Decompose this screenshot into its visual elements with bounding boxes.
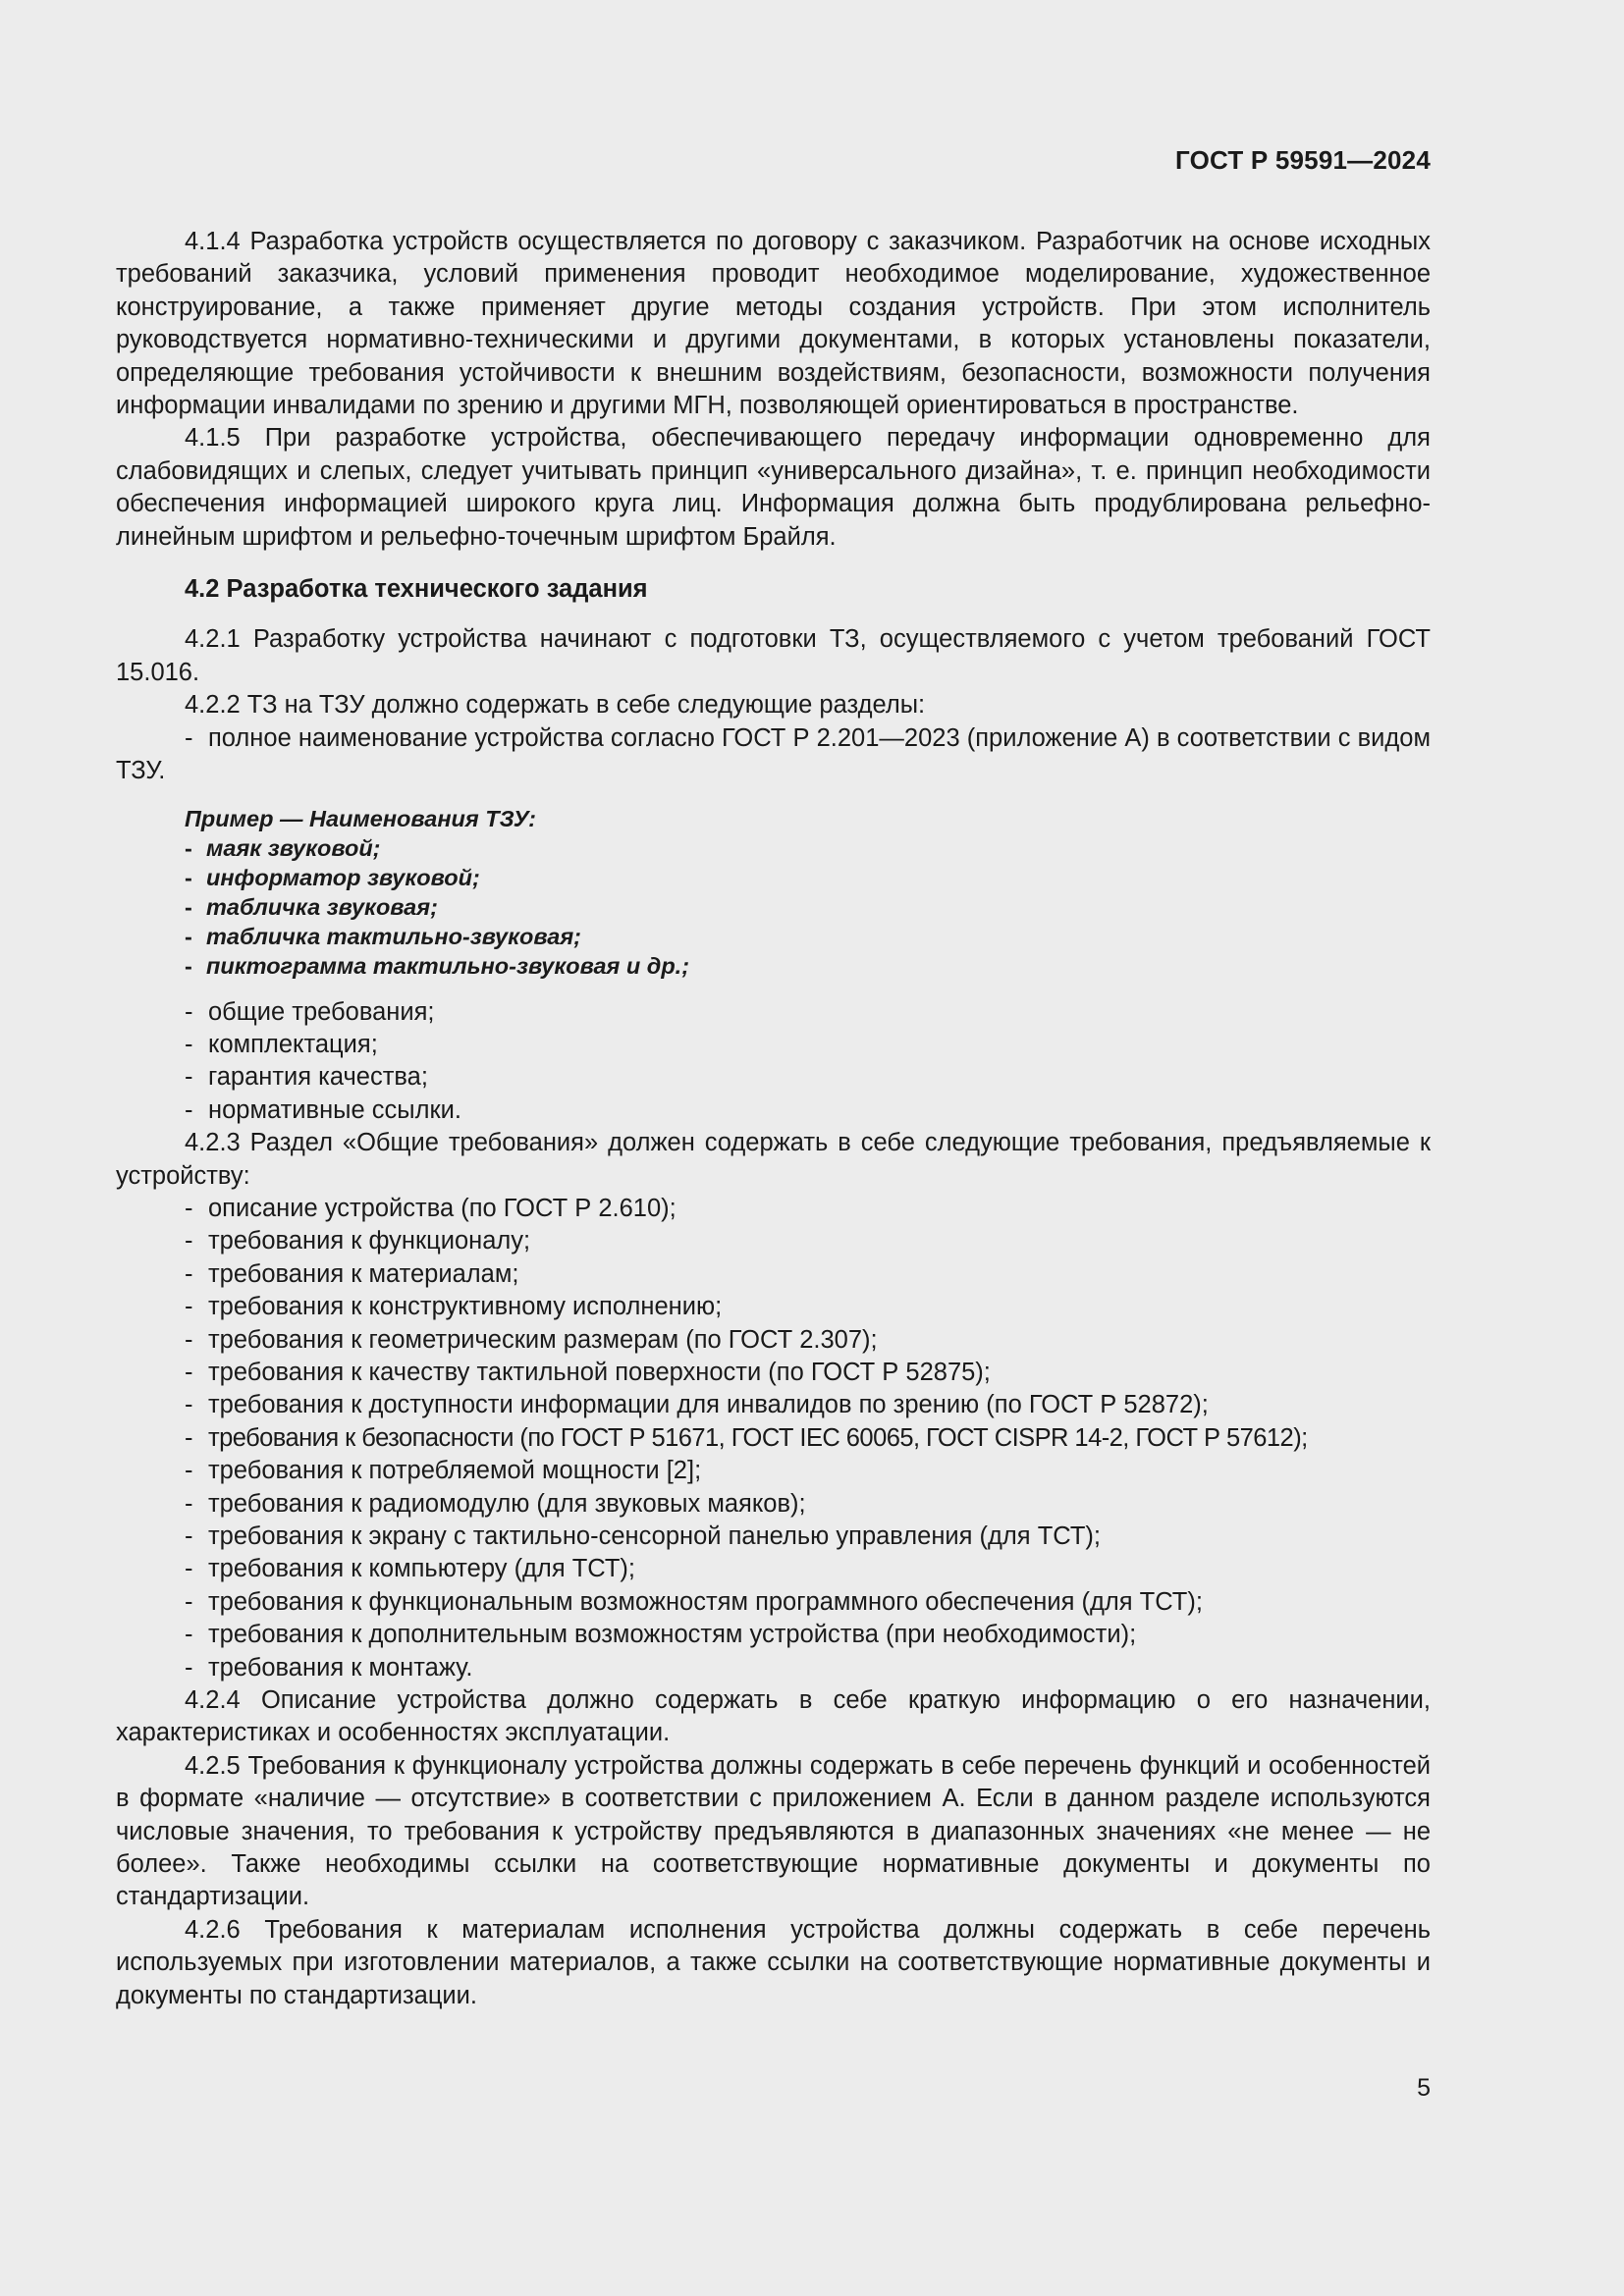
paragraph-4-2-1: 4.2.1 Разработку устройства начинают с подготовки ТЗ, осуществляемого с учетом требований ГОСТ 15.016. bbox=[116, 625, 1431, 686]
list-item: - нормативные ссылки. bbox=[185, 1095, 461, 1124]
list-item: - требования к функционалу; bbox=[185, 1227, 531, 1255]
paragraph-4-2-3: 4.2.3 Раздел «Общие требования» должен содержать в себе следующие требования, предъявляемые к устройству: bbox=[116, 1129, 1431, 1190]
list-item: - общие требования; bbox=[185, 997, 435, 1026]
list-item: - описание устройства (по ГОСТ Р 2.610); bbox=[185, 1194, 677, 1222]
example-list bbox=[116, 833, 1431, 981]
paragraph-4-2-5: 4.2.5 Требования к функционалу устройства должны содержать в себе перечень функций и особенностей в формате «наличие — отсутствие» в соответствии с приложением А. Если в данном разделе используются числовые значения, то требования к устройству предъявляются в диапазонных значениях «не менее — не более». Также необходимы ссылки на соответствующие нормативные документы и документы по стандартизации. bbox=[116, 1751, 1431, 1911]
list-item: - требования к функциональным возможностям программного обеспечения (для ТСТ); bbox=[185, 1587, 1203, 1616]
paragraph-4-1-5: 4.1.5 При разработке устройства, обеспечивающего передачу информации одновременно для слабовидящих и слепых, следует учитывать принцип «универсального дизайна», т. е. принцип необходимости обеспечения информацией широкого круга лиц. Информация должна быть продублирована рельефно-линейным шрифтом и рельефно-точечным шрифтом Брайля. bbox=[116, 424, 1431, 551]
example-item: - табличка звуковая; bbox=[185, 893, 438, 920]
list-item: - требования к конструктивному исполнению; bbox=[185, 1293, 723, 1321]
section-title-4-2: 4.2 Разработка технического задания bbox=[185, 575, 648, 604]
requirements-list bbox=[116, 1193, 1431, 1684]
list-item: - требования к безопасности (по ГОСТ Р 51671, ГОСТ IEC 60065, ГОСТ CISPR 14-2, ГОСТ Р 57612); bbox=[185, 1423, 1308, 1452]
paragraph-4-1-4: 4.1.4 Разработка устройств осуществляется по договору с заказчиком. Разработчик на основе исходных требований заказчика, условий применения проводит необходимое моделирование, художественное конструирование, а также применяет другие методы создания устройств. При этом исполнитель руководствуется нормативно-техническими и другими документами, в которых установлены показатели, определяющие требования устойчивости к внешним воздействиям, безопасности, возможности получения информации инвалидами по зрению и другими МГН, позволяющей ориентироваться в пространстве. bbox=[116, 228, 1431, 420]
example-item: - информатор звуковой; bbox=[185, 864, 480, 890]
example-block bbox=[116, 804, 1431, 981]
standard-code-header: ГОСТ Р 59591—2024 bbox=[1175, 145, 1431, 175]
page-number: 5 bbox=[1417, 2074, 1431, 2102]
list-item: - требования к потребляемой мощности [2]; bbox=[185, 1457, 702, 1485]
list-item: - требования к дополнительным возможностям устройства (при необходимости); bbox=[185, 1621, 1137, 1649]
list-item: - полное наименование устройства согласно ГОСТ Р 2.201—2023 (приложение А) в соответствии с видом ТЗУ. bbox=[116, 723, 1431, 785]
list-item: - гарантия качества; bbox=[185, 1063, 428, 1092]
example-item: - пиктограмма тактильно-звуковая и др.; bbox=[185, 952, 690, 979]
list-item: - требования к компьютеру (для ТСТ); bbox=[185, 1555, 636, 1583]
tz-sections-list bbox=[116, 996, 1431, 1128]
list-item: - требования к экрану с тактильно-сенсорной панелью управления (для ТСТ); bbox=[185, 1522, 1101, 1550]
paragraph-4-2-2: 4.2.2 ТЗ на ТЗУ должно содержать в себе следующие разделы: bbox=[185, 691, 926, 720]
example-title: Пример — Наименования ТЗУ: bbox=[185, 805, 536, 831]
document-body bbox=[116, 226, 1431, 2012]
example-item: - табличка тактильно-звуковая; bbox=[185, 923, 581, 949]
example-item: - маяк звуковой; bbox=[185, 834, 381, 861]
paragraph-4-2-6: 4.2.6 Требования к материалам исполнения устройства должны содержать в себе перечень используемых при изготовлении материалов, а также ссылки на соответствующие нормативные документы и документы по стандартизации. bbox=[116, 1915, 1431, 2009]
list-item: - требования к доступности информации для инвалидов по зрению (по ГОСТ Р 52872); bbox=[185, 1391, 1209, 1419]
list-item: - требования к радиомодулю (для звуковых маяков); bbox=[185, 1489, 806, 1518]
list-item: - требования к материалам; bbox=[185, 1259, 519, 1288]
tz-sections-list-first bbox=[116, 722, 1431, 788]
list-item: - комплектация; bbox=[185, 1030, 378, 1058]
paragraph-4-2-4: 4.2.4 Описание устройства должно содержать в себе краткую информацию о его назначении, характеристиках и особенностях эксплуатации. bbox=[116, 1686, 1431, 1747]
list-item: - требования к геометрическим размерам (по ГОСТ 2.307); bbox=[185, 1325, 878, 1354]
list-item: - требования к монтажу. bbox=[185, 1653, 473, 1682]
list-item: - требования к качеству тактильной поверхности (по ГОСТ Р 52875); bbox=[185, 1358, 991, 1386]
